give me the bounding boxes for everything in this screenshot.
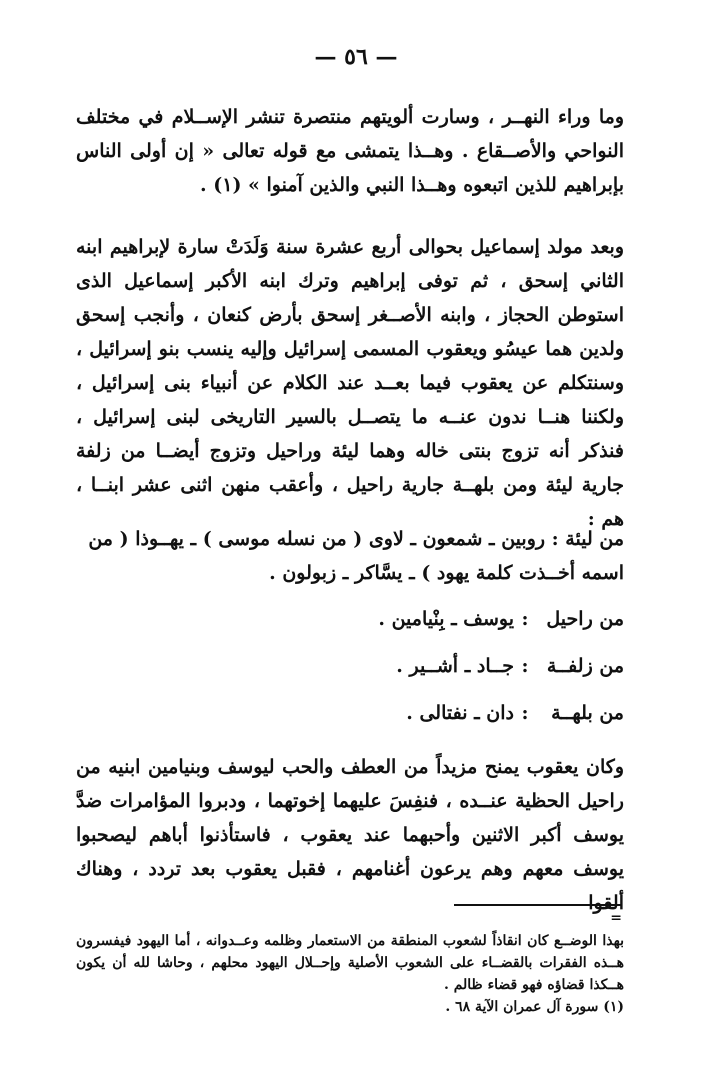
sons-row-label: من راحيل: [546, 608, 624, 630]
sons-row-label: من زلفــة: [546, 655, 624, 677]
sons-row-rachel: من راحيل : يوسف ـ بِنْيامين .: [76, 602, 624, 649]
footnote-continuation-marker: =: [610, 910, 622, 926]
paragraph-isaac-jacob: وبعد مولد إسماعيل بحوالى أربع عشرة سنة وَلَدَتْ سارة لإبراهيم ابنه الثاني إسحق ، ثم توفى إبراهيم وترك ابنه الأكبر إسماعيل الذى استوطن الحجاز ، وابنه الأصــغر إسحق بأرض كنعان ، وأنجب إسحق ولدين هما عيسُو ويعقوب المسمى إسرائيل وإليه ينسب بنو إسرائيل ، وسنتكلم عن يعقوب فيما بعــد عند الكلام عن أنبياء بنى إسرائيل ، ولكننا هنــا ندون عنــه ما يتصــل بالسير التاريخى لبنى إسرائيل ، فنذكر أنه تزوج بنتى خاله وهما ليئة وراحيل وتزوج أيضــا من زلفة جارية ليئة ومن بلهــة جارية راحيل ، وأعقب منهن اثنى عشر ابنــا ، هم :: [76, 236, 624, 530]
sons-row-names: يوسف ـ بِنْيامين .: [378, 608, 514, 630]
paragraph-joseph: وكان يعقوب يمنح مزيداً من العطف والحب ليوسف وبنيامين ابنيه من راحيل الحظية عنــده ، فنفِسَ عليهما إخوتهما ، ودبروا المؤامرات ضدَّ يوسف أكبر الاثنين وأحبهما عند يعقوب ، فاستأذنوا أباهم ليصحبوا يوسف معهم وهم يرعون أغنامهم ، فقبل يعقوب بعد تردد ، وهناك ألقوا: [76, 756, 624, 914]
sons-row-names: جــاد ـ أشــير .: [396, 655, 514, 677]
sons-row-names: دان ـ نفتالى .: [406, 702, 514, 724]
sons-row-leah: [76, 522, 624, 602]
sons-list: [76, 522, 624, 743]
footnote-continued: بهذا الوضــع كان انقاذاً لشعوب المنطقة من الاستعمار وظلمه وعــدوانه ، أما اليهود فيفسرون هــذه الفقرات بالقضــاء على الشعوب الأصلية وإحــلال اليهود محلهم ، وحاشا لله أن يكون هــكذا قضاؤه فهو قضاء ظالم .: [76, 933, 624, 993]
sons-row-label: من ليئة :: [551, 528, 624, 550]
page-number: — ٥٦ —: [314, 44, 398, 70]
footnote-1: (١) سورة آل عمران الآية ٦٨ .: [445, 999, 624, 1015]
sons-row-zilpah: من زلفــة : جــاد ـ أشــير .: [76, 649, 624, 696]
sons-row-label: من بلهــة: [551, 702, 624, 724]
footnote-divider: [454, 904, 622, 906]
sons-row-bilhah: من بلهــة : دان ـ نفتالى .: [76, 696, 624, 743]
footnotes: [76, 930, 624, 1018]
paragraph-intro: وما وراء النهــر ، وسارت ألويتهم منتصرة تنشر الإســلام في مختلف النواحي والأصــقاع . وهــذا يتمشى مع قوله تعالى « إن أولى الناس بإبراهيم للذين اتبعوه وهــذا النبي والذين آمنوا » (١) .: [76, 106, 624, 196]
sons-row-names: روبين ـ شمعون ـ لاوى ( من نسله موسى ) ـ يهــوذا ( من اسمه أخــذت كلمة يهود ) ـ يسَّاكر ـ زبولون .: [88, 528, 624, 584]
